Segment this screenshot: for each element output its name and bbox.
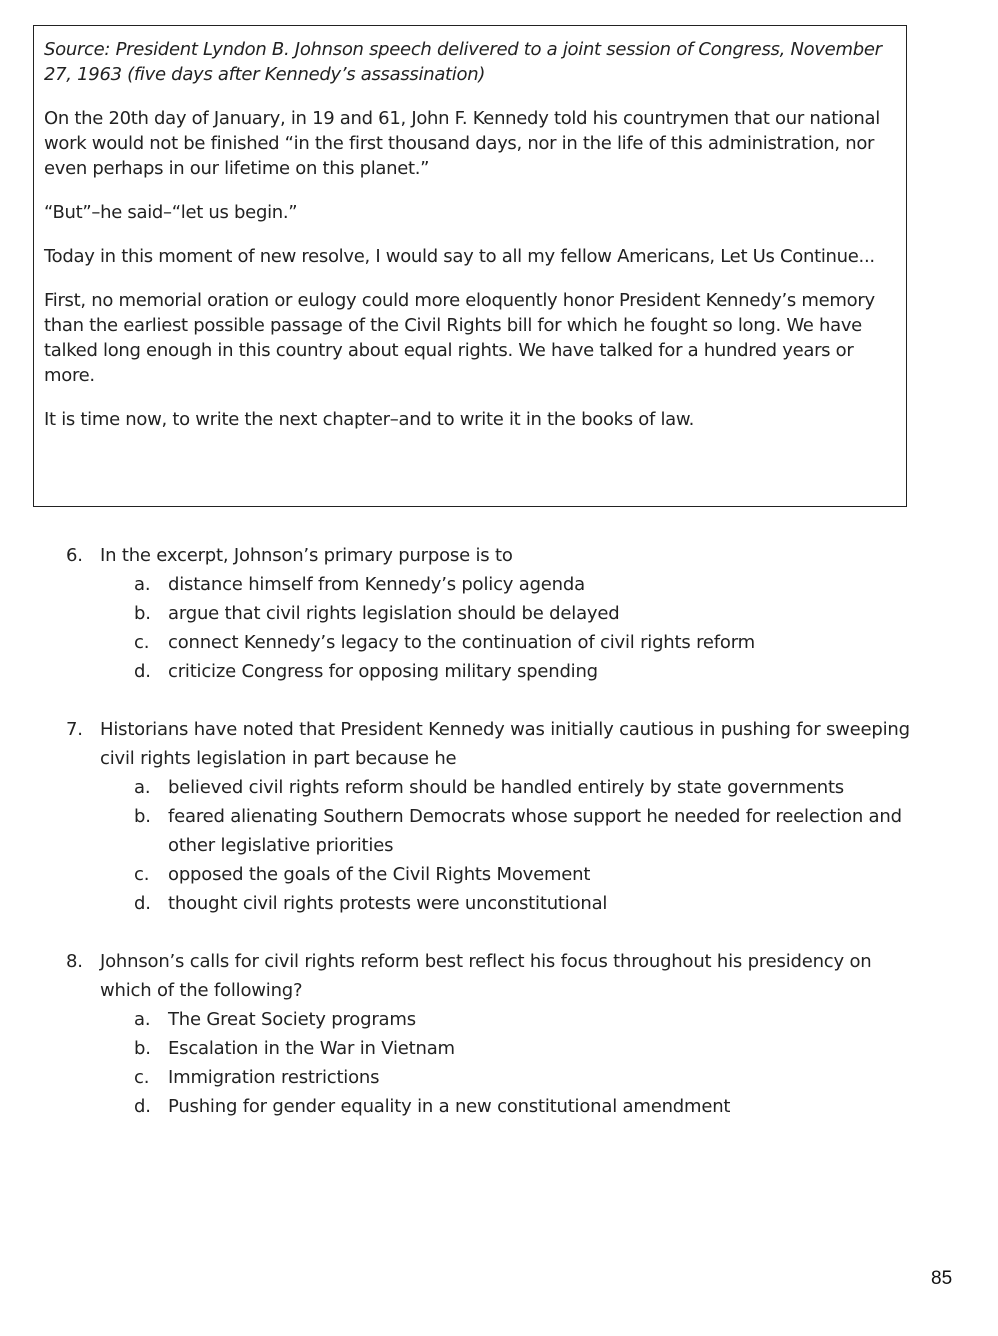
answer-options: [134, 1005, 926, 1121]
answer-options: [134, 773, 926, 918]
answer-option: [134, 628, 926, 657]
page-number: 85: [931, 1268, 953, 1289]
question-6: [66, 541, 926, 686]
option-letter: c.: [134, 1067, 150, 1088]
question-8: [66, 947, 926, 1121]
answer-option: [134, 1063, 926, 1092]
option-letter: a.: [134, 574, 151, 595]
option-letter: d.: [134, 661, 151, 682]
option-text: Escalation in the War in Vietnam: [168, 1038, 455, 1059]
option-letter: b.: [134, 603, 151, 624]
excerpt-paragraph: Today in this moment of new resolve, I would say to all my fellow Americans, Let Us Continue...: [44, 246, 875, 267]
excerpt-paragraph: First, no memorial oration or eulogy could more eloquently honor President Kennedy’s memory than the earliest possible passage of the Civil Rights bill for which he fought so long. We have talked long enough in this country about equal rights. We have talked for a hundred years or more.: [44, 290, 875, 386]
excerpt-paragraph: On the 20th day of January, in 19 and 61, John F. Kennedy told his countrymen that our national work would not be finished “in the first thousand days, nor in the life of this administration, nor even perhaps in our lifetime on this planet.”: [44, 108, 880, 179]
option-text: connect Kennedy’s legacy to the continuation of civil rights reform: [168, 632, 755, 653]
answer-options: [134, 570, 926, 686]
option-text: believed civil rights reform should be handled entirely by state governments: [168, 777, 844, 798]
option-text: The Great Society programs: [168, 1009, 416, 1030]
option-text: Pushing for gender equality in a new constitutional amendment: [168, 1096, 731, 1117]
answer-option: [134, 599, 926, 628]
option-letter: d.: [134, 893, 151, 914]
question-number: 8.: [66, 951, 83, 972]
option-text: distance himself from Kennedy’s policy agenda: [168, 574, 585, 595]
option-text: thought civil rights protests were unconstitutional: [168, 893, 608, 914]
option-text: Immigration restrictions: [168, 1067, 380, 1088]
question-number: 7.: [66, 719, 83, 740]
option-letter: d.: [134, 1096, 151, 1117]
excerpt-paragraph: “But”–he said–“let us begin.”: [44, 202, 298, 223]
excerpt-paragraph: It is time now, to write the next chapter–and to write it in the books of law.: [44, 409, 695, 430]
question-number: 6.: [66, 545, 83, 566]
answer-option: [134, 773, 926, 802]
option-letter: a.: [134, 777, 151, 798]
question-text: Historians have noted that President Kennedy was initially cautious in pushing for sweeping civil rights legislation in part because he: [100, 719, 910, 769]
option-text: feared alienating Southern Democrats whose support he needed for reelection and other legislative priorities: [168, 806, 902, 856]
option-text: opposed the goals of the Civil Rights Movement: [168, 864, 591, 885]
answer-option: [134, 802, 926, 860]
option-letter: b.: [134, 806, 151, 827]
answer-option: [134, 1092, 926, 1121]
answer-option: [134, 1034, 926, 1063]
option-letter: b.: [134, 1038, 151, 1059]
question-text: Johnson’s calls for civil rights reform best reflect his focus throughout his presidency on which of the following?: [100, 951, 872, 1001]
option-letter: c.: [134, 632, 150, 653]
question-7: [66, 715, 926, 918]
answer-option: [134, 657, 926, 686]
answer-option: [134, 1005, 926, 1034]
answer-option: [134, 860, 926, 889]
option-letter: a.: [134, 1009, 151, 1030]
source-citation: Source: President Lyndon B. Johnson speech delivered to a joint session of Congress, November 27, 1963 (five days after Kennedy’s assassination): [44, 39, 882, 85]
option-letter: c.: [134, 864, 150, 885]
question-text: In the excerpt, Johnson’s primary purpose is to: [100, 545, 513, 566]
option-text: argue that civil rights legislation should be delayed: [168, 603, 620, 624]
answer-option: [134, 889, 926, 918]
question-list: [66, 541, 926, 1150]
option-text: criticize Congress for opposing military spending: [168, 661, 598, 682]
answer-option: [134, 570, 926, 599]
source-excerpt-box: [33, 25, 907, 507]
